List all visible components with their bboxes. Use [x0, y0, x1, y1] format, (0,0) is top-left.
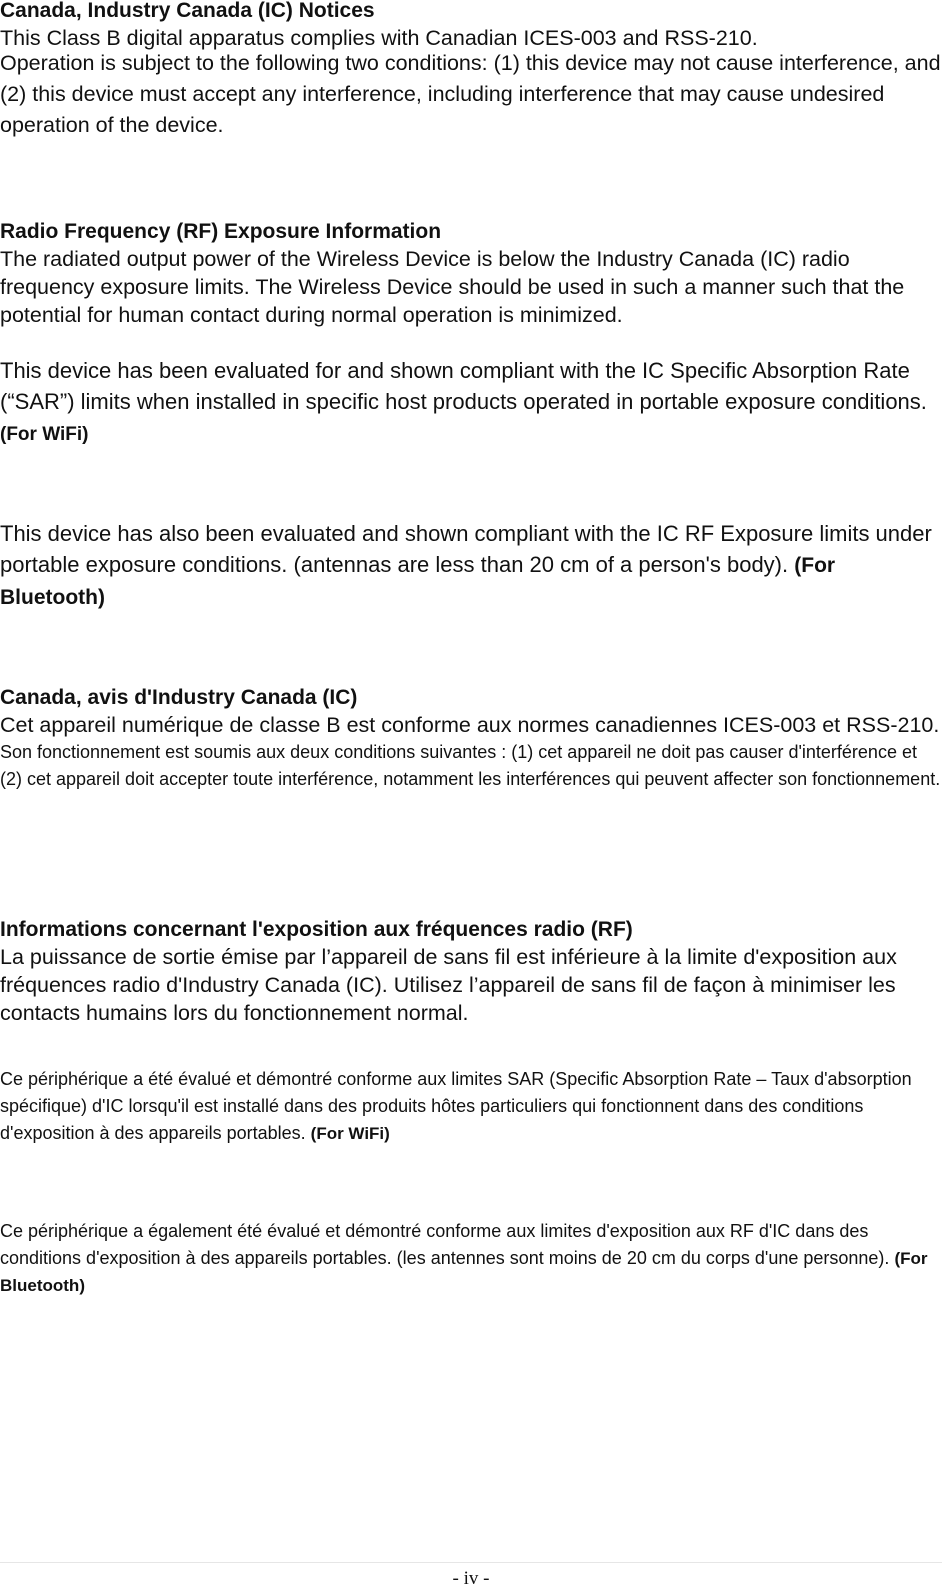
- ic-notices-line2: Operation is subject to the following two conditions: (1) this device may not cause interference, and (2) this device must accept any interference, including interference that may cause undesired operation of the device.: [0, 51, 941, 137]
- ic-notices-line1: This Class B digital apparatus complies with Canadian ICES-003 and RSS-210.: [0, 26, 758, 50]
- rf-exposure-para3: This device has also been evaluated and shown compliant with the IC RF Exposure limits under portable exposure conditions. (antennas are less than 20 cm of a person's body).: [0, 521, 932, 577]
- rf-exposition-para2-block: [0, 1066, 942, 1147]
- rf-exposure-para3-tag: (For Bluetooth): [0, 554, 836, 609]
- page-number: - iv -: [452, 1568, 490, 1589]
- footer-divider: [0, 1562, 942, 1563]
- rf-exposure-para2: This device has been evaluated for and shown compliant with the IC Specific Absorption Rate (“SAR”) limits when installed in specific host products operated in portable exposure conditions.: [0, 358, 927, 414]
- rf-exposition-para2: Ce périphérique a été évalué et démontré conforme aux limites SAR (Specific Absorption Rate – Taux d'absorption spécifique) d'IC lorsqu'il est installé dans des produits hôtes particuliers qui fonctionnent dans des conditions d'exposition à des appareils portables.: [0, 1069, 912, 1143]
- ic-avis-line2: Son fonctionnement est soumis aux deux conditions suivantes : (1) cet appareil ne doit pas causer d'interférence et (2) cet appareil doit accepter toute interférence, notamment les interférences qui peuvent affecter son fonctionnement.: [0, 742, 941, 789]
- rf-exposition-heading: Informations concernant l'exposition aux fréquences radio (RF): [0, 918, 633, 941]
- rf-exposure-section: [0, 219, 942, 329]
- rf-exposition-para2-tag: (For WiFi): [310, 1124, 390, 1143]
- rf-exposure-para1: The radiated output power of the Wireless Device is below the Industry Canada (IC) radio frequency exposure limits. The Wireless Device should be used in such a manner such that the potential for human contact during normal operation is minimized.: [0, 247, 905, 327]
- ic-avis-heading: Canada, avis d'Industry Canada (IC): [0, 686, 358, 709]
- rf-exposition-para3: Ce périphérique a également été évalué et démontré conforme aux limites d'exposition aux RF d'IC dans des conditions d'exposition à des appareils portables. (les antennes sont moins de 20 cm du corps d'une personne).: [0, 1221, 890, 1268]
- ic-notices-section: [0, 0, 942, 141]
- ic-avis-line1: Cet appareil numérique de classe B est conforme aux normes canadiennes ICES-003 et RSS-210.: [0, 713, 940, 737]
- rf-exposition-para3-block: [0, 1218, 942, 1299]
- rf-exposure-para2-tag: (For WiFi): [0, 424, 89, 445]
- rf-exposition-para1: La puissance de sortie émise par l’appareil de sans fil est inférieure à la limite d'exposition aux fréquences radio d'Industry Canada (IC). Utilisez l’appareil de sans fil de façon à minimiser les contacts humains lors du fonctionnement normal.: [0, 945, 897, 1025]
- rf-exposure-para3-block: [0, 518, 942, 613]
- ic-avis-section: [0, 685, 942, 793]
- rf-exposition-section: [0, 917, 942, 1027]
- rf-exposure-heading: Radio Frequency (RF) Exposure Information: [0, 220, 442, 243]
- rf-exposition-para3-tag: (For Bluetooth): [0, 1249, 928, 1295]
- ic-notices-heading: Canada, Industry Canada (IC) Notices: [0, 0, 375, 22]
- rf-exposure-para2-block: [0, 355, 942, 450]
